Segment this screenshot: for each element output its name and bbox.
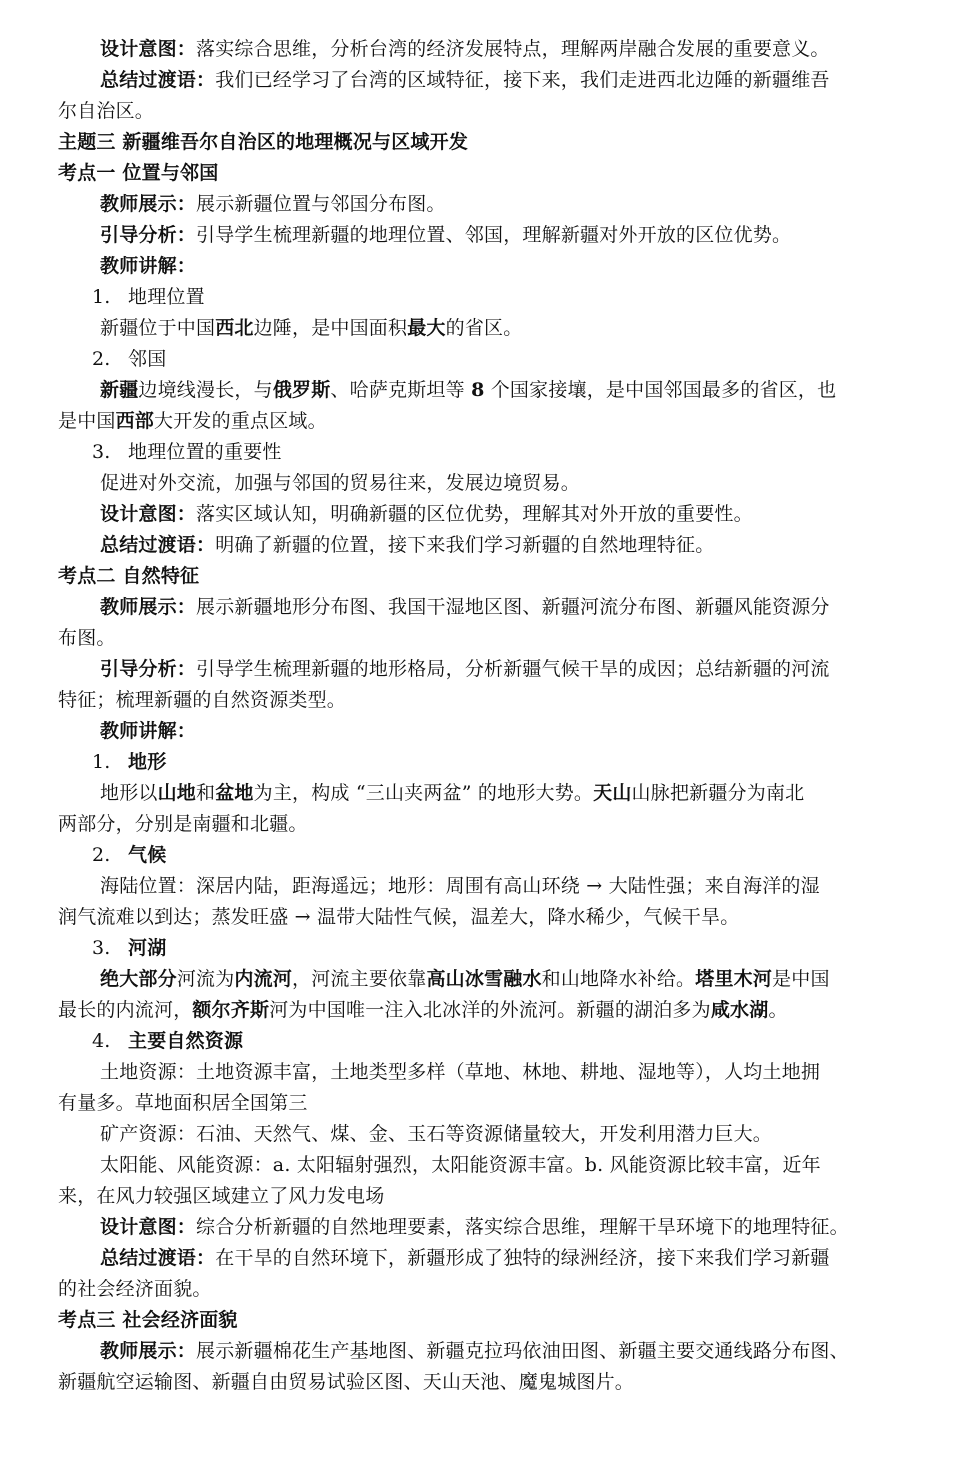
bold-text: 内流河: [234, 968, 293, 990]
text-line: [58, 995, 890, 1026]
bold-text: 天山: [593, 782, 632, 804]
text-line: [58, 592, 890, 623]
text-line: [58, 654, 890, 685]
text-line: [58, 1150, 890, 1181]
bold-text: 教师展示：: [100, 193, 197, 215]
text-line: [58, 468, 890, 499]
text-segment: 地形以: [100, 782, 158, 804]
numbered-item: [58, 840, 890, 871]
bold-text: 总结过渡语：: [100, 534, 216, 556]
numbered-item: [58, 282, 890, 313]
bold-text: 8: [471, 379, 485, 401]
item-number: 1.: [92, 751, 111, 773]
bold-text: 气候: [128, 844, 167, 866]
text-segment: 地理位置的重要性: [128, 441, 282, 463]
bold-text: 考点三 社会经济面貌: [58, 1309, 238, 1331]
bold-text: 河湖: [128, 937, 167, 959]
text-segment: 两部分，分别是南疆和北疆。: [58, 813, 308, 835]
item-number: 3.: [92, 937, 111, 959]
bold-text: 塔里木河: [695, 968, 773, 990]
section-heading: [58, 127, 890, 158]
text-segment: 明确了新疆的位置，接下来我们学习新疆的自然地理特征。: [215, 534, 715, 556]
text-segment: 最长的内流河，: [58, 999, 193, 1021]
bold-text: 山地: [157, 782, 197, 804]
text-line: [58, 809, 890, 840]
text-segment: 河流为: [176, 968, 235, 990]
text-line: [58, 189, 890, 220]
text-segment: 展示新疆位置与邻国分布图。: [196, 193, 446, 215]
text-segment: 矿产资源：石油、天然气、煤、金、玉石等资源储量较大，开发利用潜力巨大。: [100, 1123, 773, 1145]
bold-text: 引导分析：: [100, 224, 197, 246]
bold-text: 盆地: [215, 782, 254, 804]
text-line: [58, 499, 890, 530]
text-segment: 布图。: [58, 627, 116, 649]
text-segment: 润气流难以到达；蒸发旺盛 → 温带大陆性气候，温差大，降水稀少，气候干旱。: [58, 906, 740, 928]
bold-text: 引导分析：: [100, 658, 197, 680]
text-line: [58, 623, 890, 654]
bold-text: 考点一 位置与邻国: [58, 162, 219, 184]
text-segment: 太阳能、风能资源：a. 太阳辐射强烈，太阳能资源丰富。b. 风能资源比较丰富，近年: [100, 1154, 821, 1176]
bold-text: 设计意图：: [100, 503, 197, 525]
text-segment: 大开发的重点区域。: [154, 410, 327, 432]
section-heading: [58, 1305, 890, 1336]
text-segment: 的社会经济面貌。: [58, 1278, 212, 1300]
section-heading: [58, 158, 890, 189]
text-segment: 海陆位置：深居内陆，距海遥远；地形：周围有高山环绕 → 大陆性强；来自海洋的湿: [100, 875, 820, 897]
bold-text: 地形: [128, 751, 167, 773]
numbered-item: [58, 437, 890, 468]
item-number: 4.: [92, 1030, 111, 1052]
text-line: [58, 1367, 890, 1398]
text-segment: 地理位置: [128, 286, 205, 308]
numbered-item: [58, 344, 890, 375]
text-segment: 有量多。草地面积居全国第三: [58, 1092, 308, 1114]
text-segment: 尔自治区。: [58, 100, 155, 122]
text-line: [58, 65, 890, 96]
text-line: [58, 34, 890, 65]
bold-text: 主题三 新疆维吾尔自治区的地理概况与区域开发: [58, 131, 469, 153]
text-segment: 引导学生梳理新疆的地形格局，分析新疆气候干旱的成因；总结新疆的河流: [196, 658, 830, 680]
text-segment: 落实区域认知，明确新疆的区位优势，理解其对外开放的重要性。: [196, 503, 753, 525]
document-page: [58, 34, 890, 1398]
text-line: [58, 375, 890, 406]
section-heading: [58, 561, 890, 592]
bold-text: 额尔齐斯: [192, 999, 270, 1021]
text-segment: 促进对外交流，加强与邻国的贸易往来，发展边境贸易。: [100, 472, 581, 494]
text-segment: 边陲，是中国面积: [253, 317, 408, 339]
text-segment: 展示新疆地形分布图、我国干湿地区图、新疆河流分布图、新疆风能资源分: [196, 596, 830, 618]
text-line: [58, 406, 890, 437]
text-segment: 山脉把新疆分为南北: [631, 782, 805, 804]
text-segment: 邻国: [128, 348, 167, 370]
text-line: [58, 220, 890, 251]
text-segment: 个国家接壤，是中国邻国最多的省区，也: [484, 379, 837, 401]
item-number: 1.: [92, 286, 111, 308]
text-line: [58, 1057, 890, 1088]
text-segment: 在干旱的自然环境下，新疆形成了独特的绿洲经济，接下来我们学习新疆: [215, 1247, 830, 1269]
text-line: [58, 1181, 890, 1212]
text-segment: 是中国: [772, 968, 830, 990]
bold-text: 俄罗斯: [272, 379, 331, 401]
text-line: [58, 1336, 890, 1367]
text-segment: 落实综合思维，分析台湾的经济发展特点，理解两岸融合发展的重要意义。: [196, 38, 830, 60]
text-segment: 是中国: [58, 410, 116, 432]
bold-text: 绝大部分: [100, 968, 177, 990]
text-segment: 引导学生梳理新疆的地理位置、邻国，理解新疆对外开放的区位优势。: [196, 224, 792, 246]
text-line: [58, 685, 890, 716]
text-segment: 展示新疆棉花生产基地图、新疆克拉玛依油田图、新疆主要交通线路分布图、: [196, 1340, 849, 1362]
numbered-item: [58, 747, 890, 778]
text-segment: 土地资源：土地资源丰富，土地类型多样（草地、林地、耕地、湿地等），人均土地拥: [100, 1061, 821, 1083]
bold-text: 设计意图：: [100, 38, 197, 60]
text-segment: 为主，构成 “三山夹两盆” 的地形大势。: [253, 782, 594, 804]
text-segment: 新疆航空运输图、新疆自由贸易试验区图、天山天池、魔鬼城图片。: [58, 1371, 635, 1393]
bold-text: 教师讲解：: [100, 255, 197, 277]
text-line: [58, 964, 890, 995]
numbered-item: [58, 1026, 890, 1057]
bold-text: 主要自然资源: [128, 1030, 244, 1052]
item-number: 2.: [92, 348, 111, 370]
text-segment: 特征；梳理新疆的自然资源类型。: [58, 689, 347, 711]
item-number: 3.: [92, 441, 111, 463]
text-segment: 。: [768, 999, 788, 1021]
text-line: [58, 1212, 890, 1243]
text-line: [58, 1274, 890, 1305]
text-segment: 和山地降水补给。: [541, 968, 696, 990]
text-segment: 来，在风力较强区域建立了风力发电场: [58, 1185, 385, 1207]
text-segment: 新疆位于中国: [100, 317, 216, 339]
text-line: [58, 778, 890, 809]
text-line: [58, 1243, 890, 1274]
text-segment: 、哈萨克斯坦等: [330, 379, 472, 401]
bold-text: 最大: [407, 317, 446, 339]
text-line: [58, 902, 890, 933]
bold-text: 总结过渡语：: [100, 1247, 216, 1269]
bold-text: 西部: [115, 410, 155, 432]
bold-text: 教师展示：: [100, 596, 197, 618]
text-segment: 我们已经学习了台湾的区域特征，接下来，我们走进西北边陲的新疆维吾: [215, 69, 830, 91]
bold-text: 总结过渡语：: [100, 69, 216, 91]
bold-text: 咸水湖: [710, 999, 769, 1021]
bold-text: 教师讲解：: [100, 720, 197, 742]
bold-text: 设计意图：: [100, 1216, 197, 1238]
text-line: [58, 96, 890, 127]
text-line: [58, 1119, 890, 1150]
bold-text: 考点二 自然特征: [58, 565, 200, 587]
text-segment: 的省区。: [445, 317, 523, 339]
text-segment: 综合分析新疆的自然地理要素，落实综合思维，理解干旱环境下的地理特征。: [196, 1216, 849, 1238]
text-segment: ，河流主要依靠: [292, 968, 427, 990]
text-line: [58, 313, 890, 344]
text-line: [58, 871, 890, 902]
item-number: 2.: [92, 844, 111, 866]
text-segment: 和: [196, 782, 216, 804]
bold-text: 教师展示：: [100, 1340, 197, 1362]
text-line: [58, 530, 890, 561]
text-line: [58, 716, 890, 747]
text-segment: 河为中国唯一注入北冰洋的外流河。新疆的湖泊多为: [269, 999, 711, 1021]
text-line: [58, 251, 890, 282]
bold-text: 高山冰雪融水: [426, 968, 542, 990]
text-line: [58, 1088, 890, 1119]
bold-text: 西北: [215, 317, 254, 339]
bold-text: 新疆: [100, 379, 139, 401]
numbered-item: [58, 933, 890, 964]
text-segment: 边境线漫长，与: [138, 379, 273, 401]
